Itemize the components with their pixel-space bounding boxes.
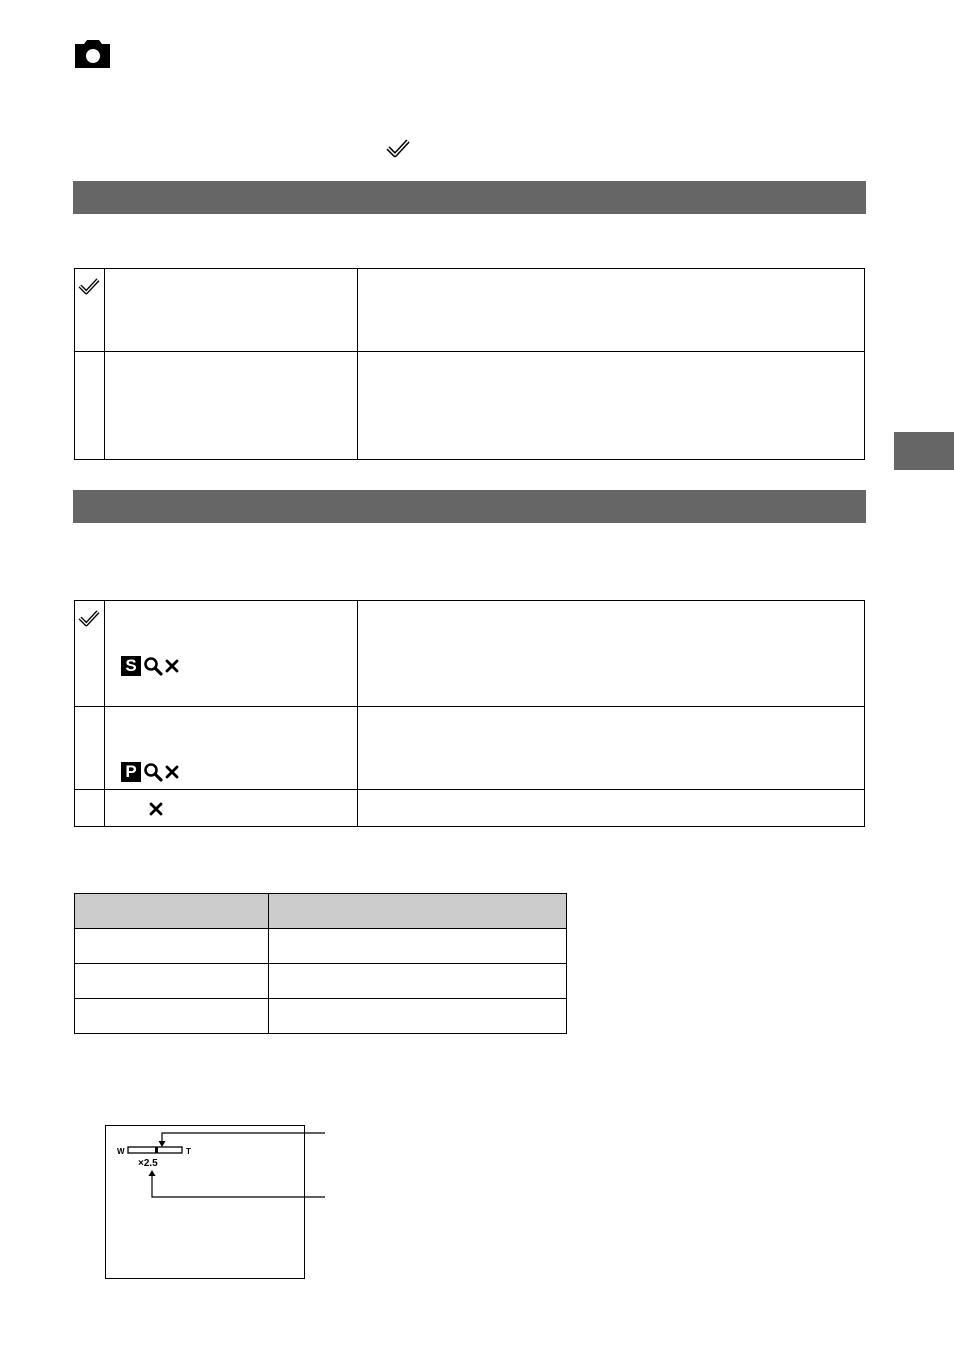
table-row xyxy=(75,964,567,999)
default-cell xyxy=(75,269,105,352)
description-cell xyxy=(358,269,865,352)
description-cell xyxy=(358,352,865,460)
table-cell xyxy=(269,999,567,1034)
header-cell xyxy=(75,894,269,929)
zoom-scale-table xyxy=(74,893,567,1034)
table-row xyxy=(75,929,567,964)
check-icon xyxy=(78,609,100,627)
camera-icon xyxy=(74,40,112,70)
description-cell xyxy=(358,707,865,790)
table-row xyxy=(75,999,567,1034)
default-cell xyxy=(75,352,105,460)
table-cell xyxy=(269,929,567,964)
check-icon xyxy=(78,277,100,295)
header-cell xyxy=(269,894,567,929)
S-box-icon: S xyxy=(121,656,141,676)
table-row xyxy=(75,790,865,827)
times-icon xyxy=(165,659,179,673)
magnifier-icon xyxy=(143,656,163,676)
settings-table-2 xyxy=(74,600,865,827)
times-icon xyxy=(149,802,163,816)
settings-table-1 xyxy=(74,268,865,460)
precision-zoom-icons xyxy=(121,762,179,782)
description-cell xyxy=(358,790,865,827)
zoom-indicator-diagram xyxy=(100,1120,340,1210)
section-header-bar-1 xyxy=(73,181,866,214)
times-icon xyxy=(165,765,179,779)
default-cell xyxy=(75,790,105,827)
description-cell xyxy=(358,601,865,707)
default-cell xyxy=(75,601,105,707)
table-cell xyxy=(269,964,567,999)
zoom-tele-label: T xyxy=(186,1147,191,1156)
option-cell xyxy=(105,707,358,790)
P-box-icon: P xyxy=(121,762,141,782)
check-icon xyxy=(386,138,410,158)
table-cell xyxy=(75,964,269,999)
table-row xyxy=(75,707,865,790)
table-row xyxy=(75,269,865,352)
section-header-bar-2 xyxy=(73,490,866,523)
smart-zoom-icons xyxy=(121,656,179,676)
option-cell xyxy=(105,352,358,460)
zoom-wide-label: W xyxy=(117,1147,125,1156)
option-cell xyxy=(105,269,358,352)
table-row xyxy=(75,601,865,707)
table-cell xyxy=(75,999,269,1034)
table-row xyxy=(75,352,865,460)
option-cell xyxy=(105,790,358,827)
option-cell xyxy=(105,601,358,707)
zoom-value: ×2.5 xyxy=(138,1158,158,1169)
default-cell xyxy=(75,707,105,790)
chapter-tab xyxy=(894,432,954,470)
table-cell xyxy=(75,929,269,964)
magnifier-icon xyxy=(143,762,163,782)
table-header-row xyxy=(75,894,567,929)
